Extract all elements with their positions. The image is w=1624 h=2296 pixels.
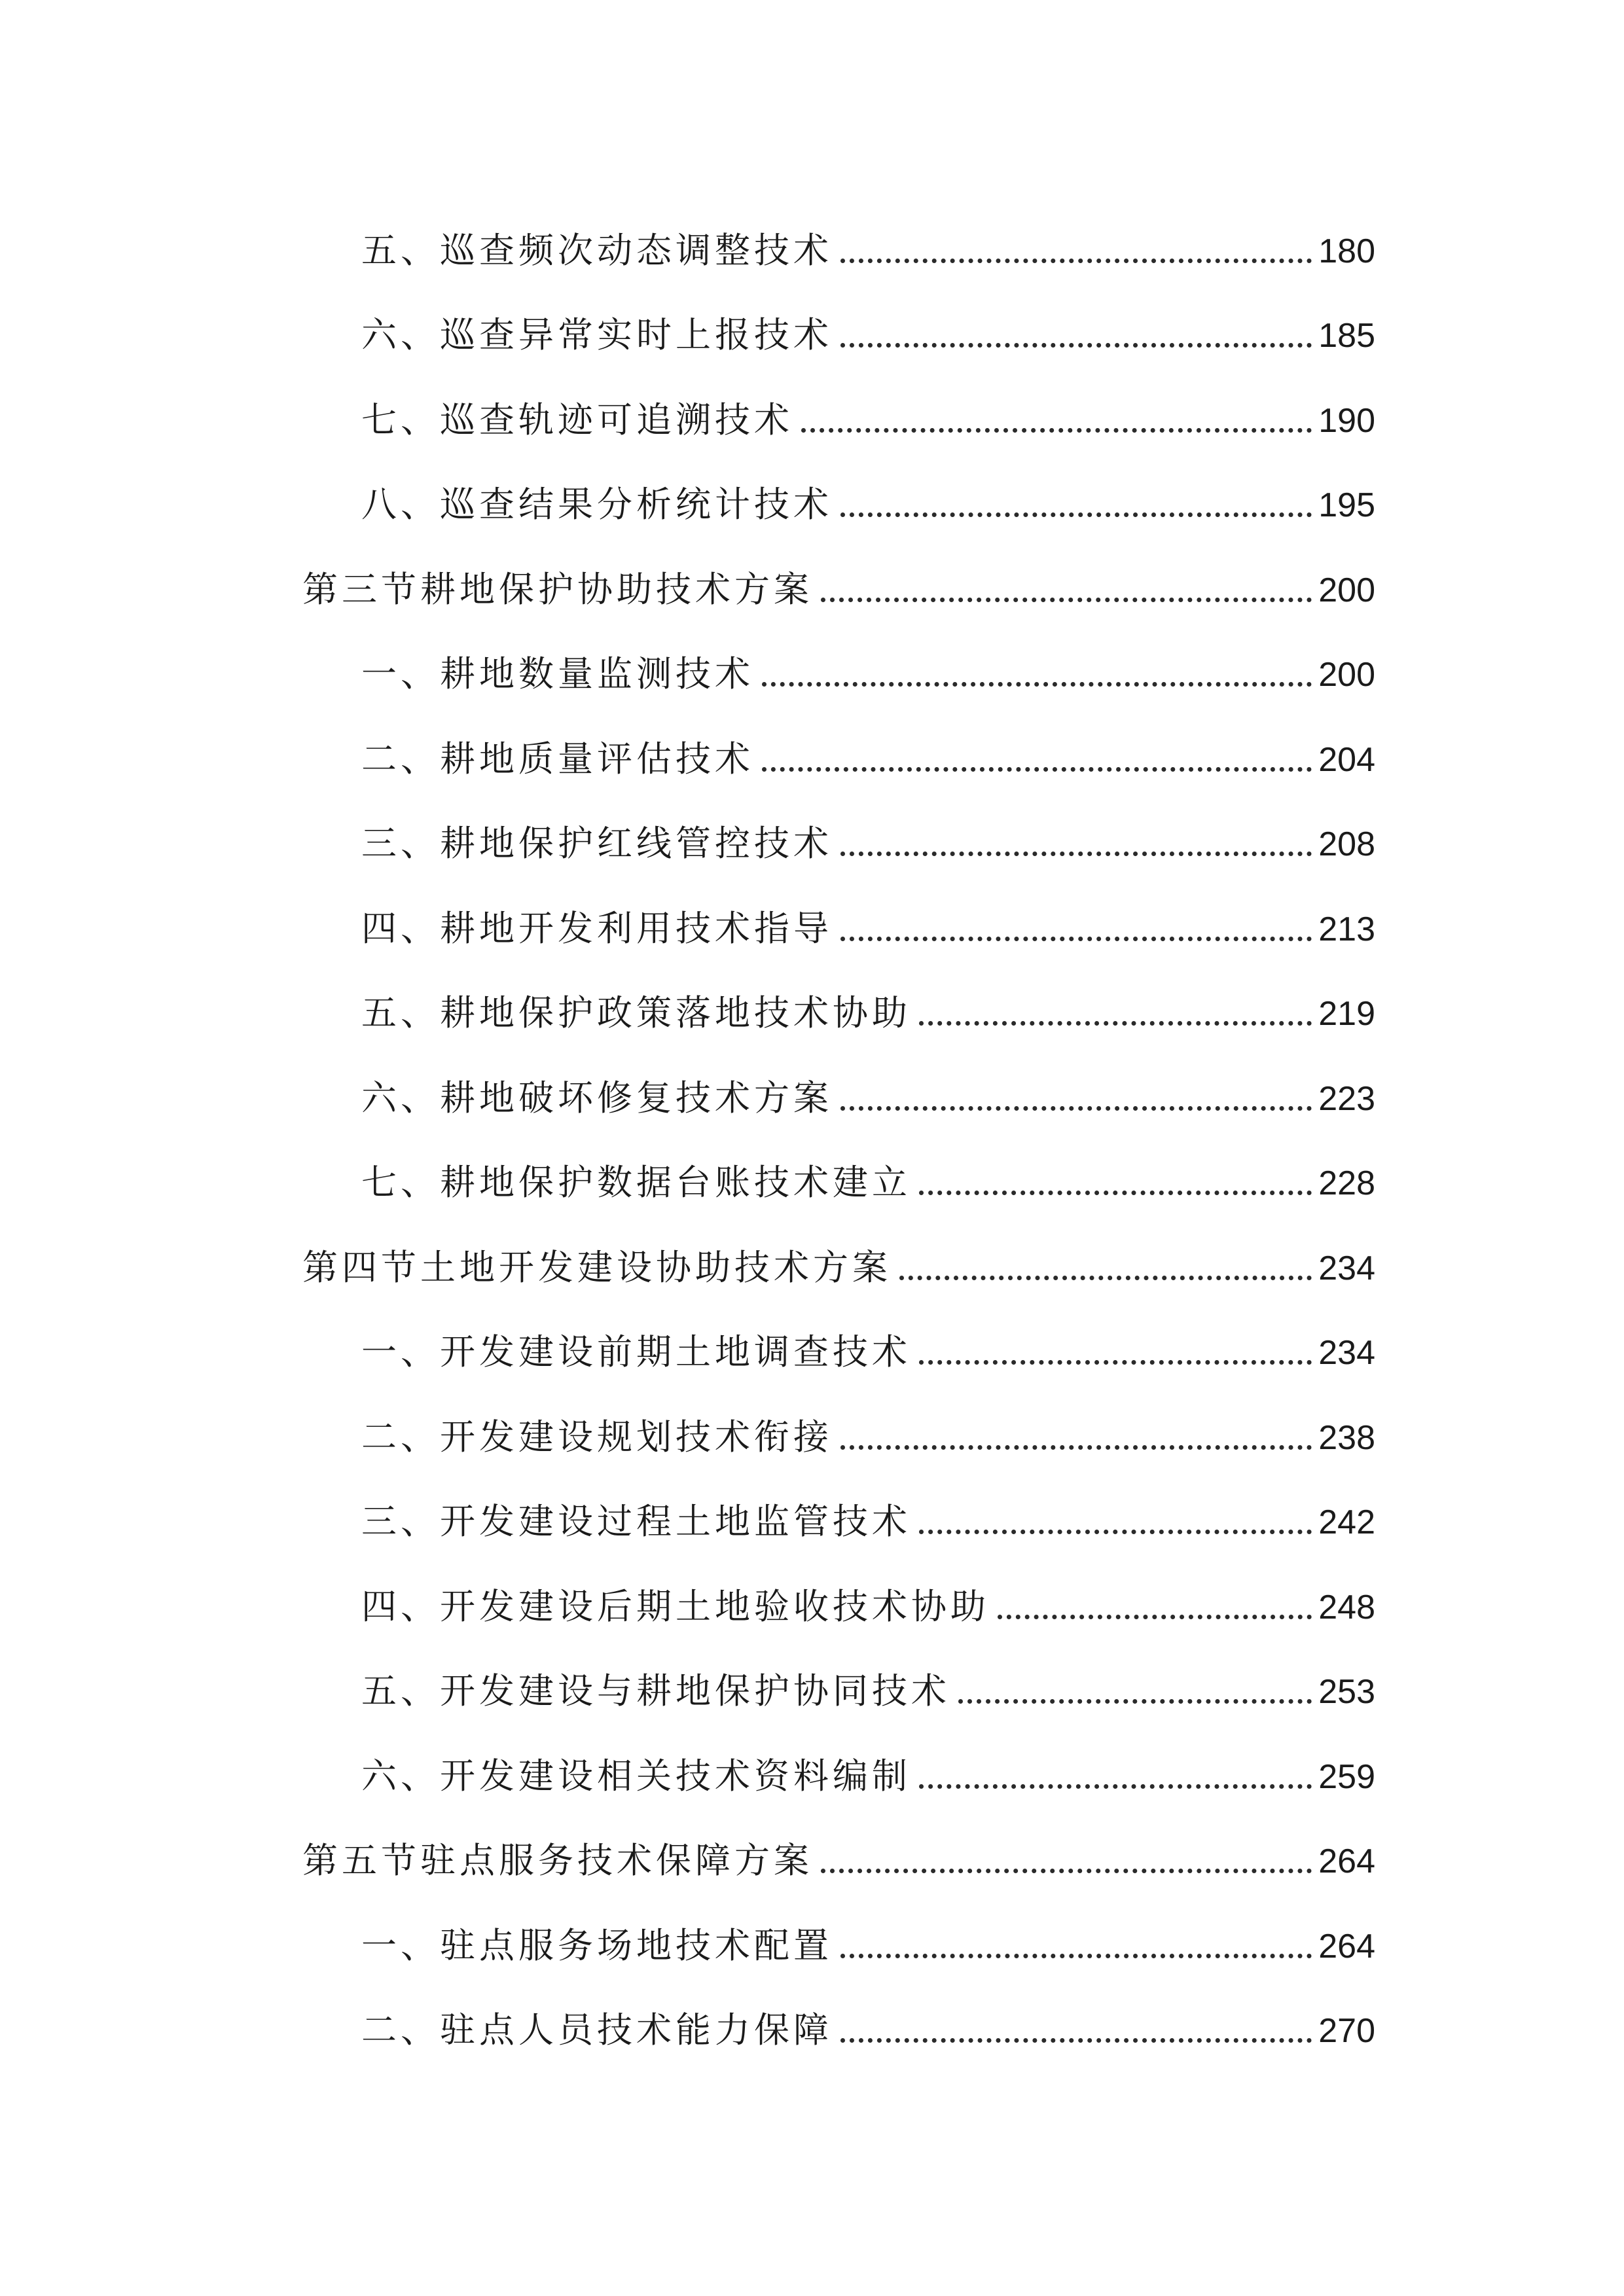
- toc-entry[interactable]: [361, 1311, 1375, 1370]
- toc-entry-label: 三、开发建设过程土地监管技术: [361, 1501, 911, 1542]
- toc-page-number: 270: [1318, 2012, 1375, 2050]
- toc-entry-label: 七、耕地保护数据台账技术建立: [361, 1162, 911, 1203]
- toc-dot-leader: [840, 259, 1312, 263]
- toc-entry[interactable]: [361, 379, 1375, 438]
- toc-entry-label: 第四节土地开发建设协助技术方案: [302, 1247, 892, 1288]
- toc-dot-leader: [919, 1191, 1312, 1195]
- toc-dot-leader: [840, 1445, 1312, 1450]
- toc-dot-leader: [919, 1784, 1312, 1789]
- toc-dot-leader: [840, 1954, 1312, 1958]
- toc-entry[interactable]: [361, 1905, 1375, 1964]
- toc-entry[interactable]: [361, 1989, 1375, 2051]
- toc-dot-leader: [840, 852, 1312, 856]
- toc-entry[interactable]: [361, 463, 1375, 525]
- toc-page-number: 248: [1318, 1588, 1375, 1626]
- toc-entry-label: 第三节耕地保护协助技术方案: [302, 569, 813, 610]
- toc-entry-label: 一、耕地数量监测技术: [361, 653, 754, 694]
- toc-entry-label: 一、驻点服务场地技术配置: [361, 1925, 833, 1966]
- toc-entry-label: 第五节驻点服务技术保障方案: [302, 1840, 813, 1881]
- toc-dot-leader: [840, 2038, 1312, 2043]
- toc-dot-leader: [958, 1699, 1312, 1704]
- toc-section-entry[interactable]: [302, 1227, 1375, 1288]
- toc-entry[interactable]: [361, 209, 1375, 271]
- toc-page-number: 242: [1318, 1503, 1375, 1541]
- toc-page-number: 223: [1318, 1080, 1375, 1118]
- toc-page-number: 228: [1318, 1164, 1375, 1202]
- toc-entry[interactable]: [361, 1057, 1375, 1119]
- toc-entry[interactable]: [361, 1141, 1375, 1203]
- toc-dot-leader: [762, 767, 1312, 772]
- toc-page-number: 195: [1318, 486, 1375, 524]
- toc-page-number: 185: [1318, 317, 1375, 355]
- toc-page-number: 190: [1318, 402, 1375, 440]
- toc-entry[interactable]: [361, 888, 1375, 949]
- toc-page-number: 234: [1318, 1334, 1375, 1372]
- toc-entry[interactable]: [361, 1396, 1375, 1458]
- toc-entry-label: 一、开发建设前期土地调查技术: [361, 1331, 911, 1372]
- toc-entry[interactable]: [361, 718, 1375, 780]
- toc-dot-leader: [840, 937, 1312, 941]
- toc-entry-label: 六、巡查异常实时上报技术: [361, 314, 833, 355]
- toc-entry-label: 六、耕地破坏修复技术方案: [361, 1077, 833, 1119]
- toc-entry-label: 五、巡查频次动态调整技术: [361, 230, 833, 271]
- toc-dot-leader: [821, 1869, 1312, 1873]
- toc-page-number: 219: [1318, 995, 1375, 1033]
- toc-entry[interactable]: [361, 1566, 1375, 1627]
- toc-entry-label: 四、开发建设后期土地验收技术协助: [361, 1586, 990, 1627]
- toc-dot-leader: [801, 428, 1312, 433]
- toc-entry-label: 七、巡查轨迹可追溯技术: [361, 399, 793, 440]
- toc-page-number: 208: [1318, 825, 1375, 863]
- toc-dot-leader: [919, 1360, 1312, 1365]
- toc-section-entry[interactable]: [302, 1820, 1375, 1881]
- toc-entry[interactable]: [361, 1480, 1375, 1542]
- toc-page-number: 204: [1318, 741, 1375, 779]
- toc-page-number: 213: [1318, 910, 1375, 948]
- toc-entry-label: 三、耕地保护红线管控技术: [361, 823, 833, 864]
- toc-section-entry[interactable]: [302, 548, 1375, 610]
- toc-entry-label: 二、驻点人员技术能力保障: [361, 2009, 833, 2051]
- toc-dot-leader: [998, 1615, 1312, 1619]
- toc-entry-label: 六、开发建设相关技术资料编制: [361, 1755, 911, 1797]
- toc-page-number: 234: [1318, 1249, 1375, 1287]
- toc-page-number: 238: [1318, 1419, 1375, 1457]
- toc-dot-leader: [919, 1530, 1312, 1534]
- toc-entry[interactable]: [361, 972, 1375, 1031]
- toc-dot-leader: [899, 1276, 1312, 1280]
- toc-entry-label: 五、耕地保护政策落地技术协助: [361, 992, 911, 1033]
- toc-entry[interactable]: [361, 802, 1375, 864]
- toc-entry-label: 八、巡查结果分析统计技术: [361, 484, 833, 525]
- toc-entry[interactable]: [361, 1735, 1375, 1797]
- toc-dot-leader: [762, 682, 1312, 687]
- toc-page-number: 200: [1318, 571, 1375, 609]
- toc-entry-label: 四、耕地开发利用技术指导: [361, 908, 833, 949]
- toc-entry-label: 二、开发建设规划技术衔接: [361, 1416, 833, 1458]
- toc-page-number: 180: [1318, 232, 1375, 270]
- toc-entry-label: 二、耕地质量评估技术: [361, 738, 754, 780]
- toc-entry[interactable]: [361, 294, 1375, 353]
- toc-dot-leader: [840, 1106, 1312, 1111]
- toc-dot-leader: [919, 1021, 1312, 1026]
- toc-page-number: 264: [1318, 1928, 1375, 1965]
- toc-entry[interactable]: [361, 633, 1375, 692]
- toc-page-number: 264: [1318, 1842, 1375, 1880]
- toc-entry-label: 五、开发建设与耕地保护协同技术: [361, 1670, 950, 1712]
- toc-page-number: 259: [1318, 1758, 1375, 1796]
- toc-page-number: 253: [1318, 1673, 1375, 1711]
- toc-dot-leader: [821, 598, 1312, 602]
- toc-dot-leader: [840, 343, 1312, 348]
- toc-dot-leader: [840, 512, 1312, 517]
- toc-page-number: 200: [1318, 656, 1375, 694]
- toc-entry[interactable]: [361, 1650, 1375, 1712]
